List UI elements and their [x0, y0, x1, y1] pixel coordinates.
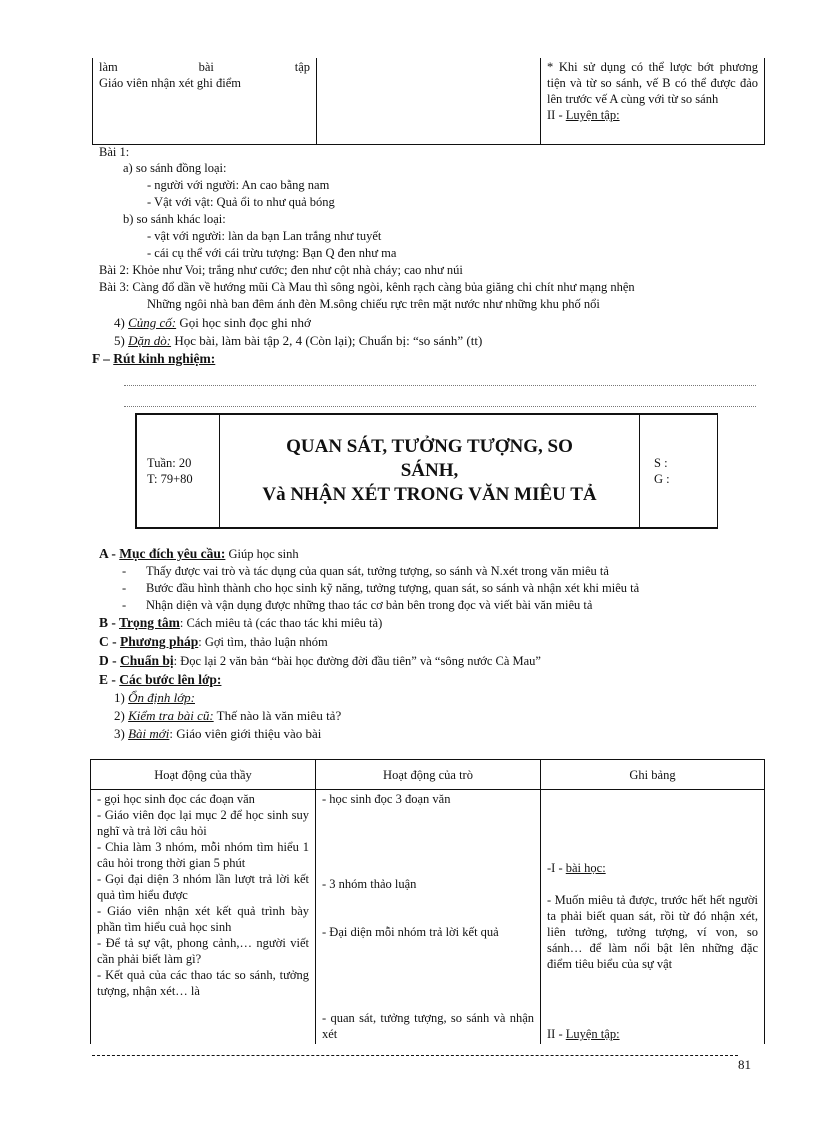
student-item: - Đại diện mỗi nhóm trả lời kết quả: [322, 925, 499, 939]
top-table: [92, 58, 765, 145]
section-e-step-2: 2) Kiểm tra bài cũ: Thế nào là văn miêu tả?: [114, 708, 342, 723]
lesson-dates-cell: [640, 415, 718, 528]
danso-line: 5) Dặn dò: Học bài, làm bài tập 2, 4 (Còn lại); Chuẩn bị: “so sánh” (tt): [114, 333, 483, 348]
bai3-line2: Những ngôi nhà ban đêm ánh đèn M.sông chiếu rực trên mặt nước như những khu phố nổi: [147, 297, 600, 311]
lesson-week-cell: [137, 415, 220, 528]
lesson-periods: T: 79+80: [147, 472, 193, 486]
top-table-col1-line2: Giáo viên nhận xét ghi điểm: [99, 76, 241, 90]
lesson-title-line3: Và NHẬN XÉT TRONG VĂN MIÊU TẢ: [262, 484, 597, 505]
teacher-item: - Để tả sự vật, phong cảnh,… người viết cần phải biết làm gì?: [97, 936, 309, 966]
board-heading-2: II - Luyện tập:: [547, 1027, 620, 1041]
danso-label: Dặn dò:: [128, 333, 172, 348]
section-d: D - Chuẩn bị: Đọc lại 2 văn bản “bài học đường đời đầu tiên” và “sông nước Cà Mau”: [99, 653, 541, 668]
activity-table: [90, 759, 765, 1044]
board-notes: [541, 790, 765, 1044]
teacher-item: - Gọi đại diện 3 nhóm lần lượt trả lời kết quả tìm hiểu được: [97, 872, 309, 902]
teacher-activities: [91, 790, 316, 1044]
lesson-week: Tuần: 20: [147, 456, 192, 470]
top-table-col3: [541, 58, 765, 144]
bai1-a-item-2: - Vật với vật: Quả ổi to như quả bóng: [147, 195, 335, 209]
student-item: - 3 nhóm thảo luận: [322, 877, 417, 891]
bai1-b-item-2: - cái cụ thể với cái trừu tượng: Bạn Q đen như ma: [147, 246, 397, 260]
student-item: - học sinh đọc 3 đoạn văn: [322, 792, 451, 806]
section-e: E - Các bước lên lớp:: [99, 672, 222, 687]
footer-rule: [92, 1055, 738, 1056]
bai1-b-item-1: - vật với người: làn da bạn Lan trắng như tuyết: [147, 229, 382, 243]
teacher-item: - Giáo viên đọc lại mục 2 để học sinh suy nghĩ và trả lời câu hỏi: [97, 808, 309, 838]
dotted-line-1: [124, 385, 756, 386]
bai1-a-label: a) so sánh đồng loại:: [123, 161, 227, 175]
section-e-step-3: 3) Bài mới: Giáo viên giới thiệu vào bài: [114, 726, 322, 741]
student-item: - quan sát, tưởng tượng, so sánh và nhận xét: [322, 1011, 534, 1041]
lesson-g-label: G :: [654, 472, 670, 486]
cungco-label: Củng cố:: [128, 315, 177, 330]
bai3-line1: Bài 3: Càng đổ dần về hướng mũi Cà Mau thì sông ngòi, kênh rạch càng bủa giăng chi chít như mạng nhện: [99, 280, 635, 294]
section-a-item-2: - Bước đầu hình thành cho học sinh kỹ năng, tưởng tượng, quan sát, so sánh và nhận xét khi miêu tả: [122, 581, 640, 595]
bai2-text: Bài 2: Khỏe như Voi; trắng như cước; đen như cột nhà cháy; cao như núi: [99, 263, 463, 277]
section-a-item-3: - Nhận diện và vận dụng được những thao tác cơ bản bên trong đọc và viết bài văn miêu tả: [122, 598, 593, 612]
top-table-col1: [93, 58, 317, 144]
bai1-a-item-1: - người với người: An cao bằng nam: [147, 178, 330, 192]
teacher-item: - Giáo viên nhận xét kết quả trình bày phần tìm hiểu cuả học sinh: [97, 904, 309, 934]
lesson-s-label: S :: [654, 456, 668, 470]
header-student: Hoạt động của trò: [316, 760, 541, 790]
lesson-title-box: [135, 413, 718, 529]
activity-table-header: [91, 760, 765, 790]
header-board: Ghi bảng: [541, 760, 765, 790]
top-table-heading: II - Luyện tập:: [547, 108, 620, 122]
bai1-label: Bài 1:: [99, 145, 130, 159]
teacher-item: - Kết quả của các thao tác so sánh, tưởng tượng, nhận xét… là: [97, 968, 309, 998]
section-a: A - Mục đích yêu cầu: Giúp học sinh: [99, 546, 299, 561]
section-e-step-1: 1) Ổn định lớp:: [114, 690, 195, 705]
top-table-col1-line1: làm bài tập: [99, 60, 310, 74]
section-b: B - Trọng tâm: Cách miêu tả (các thao tác khi miêu tả): [99, 615, 383, 630]
cungco-line: 4) Củng cố: Gọi học sinh đọc ghi nhớ: [114, 315, 311, 330]
top-table-note: * Khi sử dụng có thể lược bớt phương tiện và từ so sánh, vế B có thể được đảo lên trước vế A cùng với từ so sánh: [547, 60, 758, 106]
activity-table-row: [91, 790, 765, 1044]
student-activities: [316, 790, 541, 1044]
section-c: C - Phương pháp: Gợi tìm, thảo luận nhóm: [99, 634, 328, 649]
lesson-title: [220, 415, 640, 528]
bai1-b-label: b) so sánh khác loại:: [123, 212, 226, 226]
section-a-item-1: - Thấy được vai trò và tác dụng của quan sát, tưởng tượng, so sánh và N.xét trong văn miêu tả: [122, 564, 609, 578]
lesson-title-line1: QUAN SÁT, TƯỞNG TƯỢNG, SO: [286, 436, 573, 457]
dotted-line-2: [124, 406, 756, 407]
top-table-col2: [317, 58, 541, 144]
header-teacher: Hoạt động của thầy: [91, 760, 316, 790]
teacher-item: - Chia làm 3 nhóm, mỗi nhóm tìm hiểu 1 câu hỏi trong thời gian 5 phút: [97, 840, 309, 870]
lesson-title-line2: SÁNH,: [400, 460, 459, 481]
rkn-heading: F – Rút kinh nghiệm:: [92, 351, 216, 366]
teacher-item: - gọi học sinh đọc các đoạn văn: [97, 792, 255, 806]
page-number: 81: [738, 1057, 751, 1072]
board-heading-1: -I - bài học:: [547, 861, 606, 875]
board-text: - Muốn miêu tả được, trước hết hết người ta phải biết quan sát, rồi từ đó nhận xét, liên tưởng, tưởng tượng, ví von, so sánh… để làm nổi bật lên những đặc điểm tiêu biểu của sự vật: [547, 893, 758, 971]
